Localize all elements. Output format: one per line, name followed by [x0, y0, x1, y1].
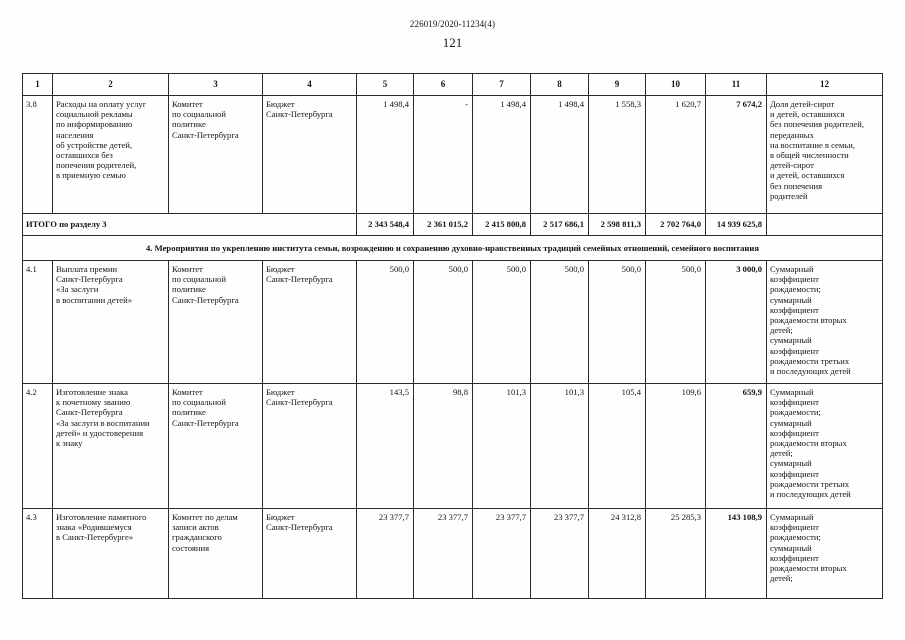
- cell-text-line: состояния: [172, 542, 210, 553]
- year-value-cell: -: [414, 96, 473, 214]
- cell-text-line: Выплата премии: [56, 264, 118, 274]
- cell-text-line: коэффициент: [770, 427, 819, 438]
- summary-value-cell: 2 517 686,1: [531, 214, 589, 236]
- cell-text-line: социальной рекламы: [56, 109, 133, 120]
- column-header: 5: [357, 74, 414, 96]
- cell-text-line: суммарный: [770, 417, 812, 428]
- cell-text-line: Санкт-Петербурга: [266, 109, 333, 120]
- cell-text-line: в общей численности: [770, 150, 849, 161]
- cell-text-line: к знаку: [56, 438, 83, 449]
- cell-text-line: Суммарный: [770, 512, 814, 522]
- executor-cell: [169, 261, 263, 384]
- column-header: 4: [263, 74, 357, 96]
- year-value-cell: 1 498,4: [531, 96, 589, 214]
- cell-text-line: переданных: [770, 129, 814, 140]
- year-value-cell: 500,0: [414, 261, 473, 384]
- indicator-cell: [767, 261, 883, 384]
- cell-text-line: и последующих детей: [770, 366, 851, 377]
- year-value-cell: 1 498,4: [473, 96, 531, 214]
- column-header: 7: [473, 74, 531, 96]
- row-number: 4.3: [23, 509, 53, 599]
- table-row: [23, 384, 883, 509]
- cell-text-line: детей;: [770, 325, 793, 336]
- year-value-cell: 25 285,3: [646, 509, 706, 599]
- summary-value-cell: 2 415 800,8: [473, 214, 531, 236]
- row-number: 4.2: [23, 384, 53, 509]
- table-row: [23, 261, 883, 384]
- cell-text-line: Бюджет: [266, 264, 295, 274]
- cell-text-line: по социальной: [172, 274, 226, 285]
- summary-row: [23, 214, 883, 236]
- cell-text-line: Суммарный: [770, 264, 814, 274]
- column-header: 2: [53, 74, 169, 96]
- cell-text-line: и детей, оставшихся: [770, 170, 845, 181]
- cell-text-line: в воспитании детей»: [56, 294, 133, 305]
- row-number: 4.1: [23, 261, 53, 384]
- cell-text-line: на воспитание в семьи,: [770, 139, 855, 150]
- column-header: 6: [414, 74, 473, 96]
- year-value-cell: 23 377,7: [357, 509, 414, 599]
- year-value-cell: 500,0: [646, 261, 706, 384]
- cell-text-line: суммарный: [770, 294, 812, 305]
- cell-text-line: Комитет: [172, 387, 203, 397]
- indicator-cell: [767, 96, 883, 214]
- summary-total-cell: 14 939 625,8: [706, 214, 767, 236]
- cell-text-line: населения: [56, 129, 94, 140]
- cell-text-line: рождаемости вторых: [770, 563, 847, 574]
- cell-text-line: Бюджет: [266, 99, 295, 109]
- cell-text-line: рождаемости;: [770, 284, 821, 295]
- cell-text-line: Изготовление знака: [56, 387, 128, 397]
- cell-text-line: попечения родителей,: [56, 160, 137, 171]
- cell-text-line: политике: [172, 284, 206, 295]
- cell-text-line: Комитет по делам: [172, 512, 238, 522]
- year-value-cell: 1 558,3: [589, 96, 646, 214]
- cell-text-line: коэффициент: [770, 397, 819, 408]
- column-header: 3: [169, 74, 263, 96]
- cell-text-line: и детей, оставшихся: [770, 109, 845, 120]
- column-header: 8: [531, 74, 589, 96]
- section-title: 4. Мероприятия по укреплению института семьи, возрождению и сохранению духовно-нравственных традиций семейных отношений, семейного воспитания: [23, 236, 883, 261]
- cell-text-line: «За заслуги в воспитании: [56, 417, 150, 428]
- year-value-cell: 1 620,7: [646, 96, 706, 214]
- cell-text-line: суммарный: [770, 542, 812, 553]
- cell-text-line: Санкт-Петербурга: [266, 274, 333, 285]
- cell-text-line: коэффициент: [770, 468, 819, 479]
- year-value-cell: 98,8: [414, 384, 473, 509]
- cell-text-line: Комитет: [172, 264, 203, 274]
- cell-text-line: оставшихся без: [56, 150, 113, 161]
- cell-text-line: политике: [172, 119, 206, 130]
- cell-text-line: Бюджет: [266, 387, 295, 397]
- year-value-cell: 105,4: [589, 384, 646, 509]
- indicator-cell: [767, 384, 883, 509]
- cell-text-line: Санкт-Петербурга: [56, 274, 123, 285]
- cell-text-line: коэффициент: [770, 274, 819, 285]
- summary-empty-cell: [767, 214, 883, 236]
- cell-text-line: Санкт-Петербурга: [172, 417, 239, 428]
- cell-text-line: по социальной: [172, 397, 226, 408]
- cell-text-line: рождаемости;: [770, 407, 821, 418]
- total-value-cell: 3 000,0: [706, 261, 767, 384]
- year-value-cell: 143,5: [357, 384, 414, 509]
- budget-table: [22, 73, 883, 599]
- section-heading-row: [23, 236, 883, 261]
- table-row: [23, 509, 883, 599]
- document-number: 226019/2020-11234(4): [409, 19, 496, 29]
- cell-text-line: гражданского: [172, 532, 222, 543]
- measure-name: [53, 96, 169, 214]
- indicator-cell: [767, 509, 883, 599]
- cell-text-line: суммарный: [770, 458, 812, 469]
- year-value-cell: 1 498,4: [357, 96, 414, 214]
- cell-text-line: рождаемости третьих: [770, 478, 850, 489]
- funding-source-cell: [263, 261, 357, 384]
- total-value-cell: 7 674,2: [706, 96, 767, 214]
- summary-value-cell: 2 343 548,4: [357, 214, 414, 236]
- column-header: 10: [646, 74, 706, 96]
- cell-text-line: рождаемости вторых: [770, 438, 847, 449]
- cell-text-line: знака «Родившемуся: [56, 522, 132, 533]
- page-number: 121: [442, 35, 463, 50]
- total-value-cell: 659,9: [706, 384, 767, 509]
- cell-text-line: коэффициент: [770, 552, 819, 563]
- column-header: 12: [767, 74, 883, 96]
- cell-text-line: об устройстве детей,: [56, 139, 133, 150]
- cell-text-line: по информированию: [56, 119, 133, 130]
- cell-text-line: коэффициент: [770, 345, 819, 356]
- cell-text-line: без попечения родителей,: [770, 119, 864, 130]
- cell-text-line: Санкт-Петербурга: [266, 522, 333, 533]
- column-header: 1: [23, 74, 53, 96]
- year-value-cell: 101,3: [473, 384, 531, 509]
- summary-value-cell: 2 702 764,0: [646, 214, 706, 236]
- row-number: 3.8: [23, 96, 53, 214]
- year-value-cell: 23 377,7: [414, 509, 473, 599]
- cell-text-line: Санкт-Петербурга: [172, 294, 239, 305]
- cell-text-line: записи актов: [172, 522, 219, 533]
- table-row: [23, 96, 883, 214]
- cell-text-line: детей» и удостоверения: [56, 427, 144, 438]
- cell-text-line: Санкт-Петербурга: [56, 407, 123, 418]
- cell-text-line: детей-сирот: [770, 160, 814, 171]
- cell-text-line: рождаемости третьих: [770, 355, 850, 366]
- cell-text-line: к почетному званию: [56, 397, 131, 408]
- cell-text-line: Расходы на оплату услуг: [56, 99, 147, 109]
- cell-text-line: Санкт-Петербурга: [266, 397, 333, 408]
- year-value-cell: 24 312,8: [589, 509, 646, 599]
- summary-label: ИТОГО по разделу 3: [23, 214, 357, 236]
- funding-source-cell: [263, 96, 357, 214]
- funding-source-cell: [263, 384, 357, 509]
- cell-text-line: детей;: [770, 448, 793, 459]
- summary-value-cell: 2 361 015,2: [414, 214, 473, 236]
- year-value-cell: 109,6: [646, 384, 706, 509]
- year-value-cell: 101,3: [531, 384, 589, 509]
- executor-cell: [169, 384, 263, 509]
- cell-text-line: коэффициент: [770, 522, 819, 533]
- cell-text-line: суммарный: [770, 335, 812, 346]
- year-value-cell: 500,0: [589, 261, 646, 384]
- cell-text-line: «За заслуги: [56, 284, 99, 295]
- year-value-cell: 500,0: [531, 261, 589, 384]
- measure-name: [53, 509, 169, 599]
- cell-text-line: рождаемости;: [770, 532, 821, 543]
- cell-text-line: и последующих детей: [770, 489, 851, 500]
- cell-text-line: родителей: [770, 190, 808, 201]
- cell-text-line: Санкт-Петербурга: [172, 129, 239, 140]
- executor-cell: [169, 96, 263, 214]
- cell-text-line: Суммарный: [770, 387, 814, 397]
- executor-cell: [169, 509, 263, 599]
- cell-text-line: без попечения: [770, 180, 823, 191]
- column-header: 11: [706, 74, 767, 96]
- total-value-cell: 143 108,9: [706, 509, 767, 599]
- year-value-cell: 500,0: [473, 261, 531, 384]
- cell-text-line: Изготовление памятного: [56, 512, 147, 522]
- column-number-row: [23, 74, 883, 96]
- cell-text-line: Бюджет: [266, 512, 295, 522]
- budget-table-container: [22, 73, 883, 640]
- cell-text-line: в приемную семью: [56, 170, 126, 181]
- funding-source-cell: [263, 509, 357, 599]
- year-value-cell: 23 377,7: [473, 509, 531, 599]
- cell-text-line: Комитет: [172, 99, 203, 109]
- year-value-cell: 23 377,7: [531, 509, 589, 599]
- summary-value-cell: 2 598 811,3: [589, 214, 646, 236]
- cell-text-line: политике: [172, 407, 206, 418]
- year-value-cell: 500,0: [357, 261, 414, 384]
- measure-name: [53, 384, 169, 509]
- column-header: 9: [589, 74, 646, 96]
- cell-text-line: рождаемости вторых: [770, 315, 847, 326]
- cell-text-line: Доля детей-сирот: [770, 99, 835, 109]
- measure-name: [53, 261, 169, 384]
- cell-text-line: в Санкт-Петербурге»: [56, 532, 134, 543]
- cell-text-line: коэффициент: [770, 304, 819, 315]
- cell-text-line: по социальной: [172, 109, 226, 120]
- cell-text-line: детей;: [770, 573, 793, 584]
